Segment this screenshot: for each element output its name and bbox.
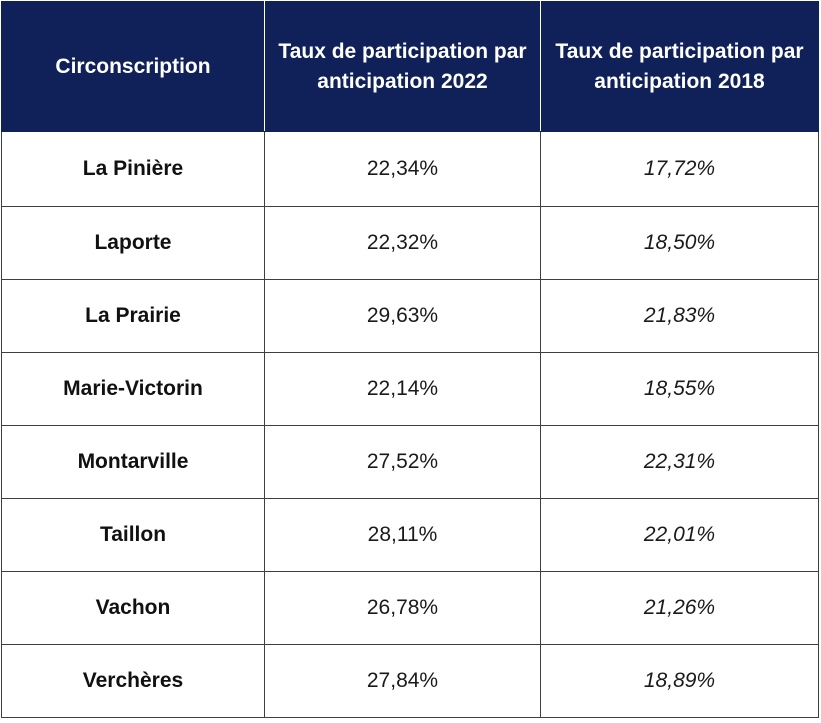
rate-2022-cell: 27,52%: [265, 426, 541, 499]
riding-name: Verchères: [2, 645, 265, 718]
table-row: [2, 132, 819, 207]
header-rate-2018: Taux de participation par anticipation 2018: [541, 2, 819, 132]
rate-2022-cell: 28,11%: [265, 499, 541, 572]
rate-2018-cell: 18,50%: [541, 207, 819, 280]
table-row: [2, 572, 819, 645]
header-row: [2, 2, 819, 132]
rate-2022-cell: 22,14%: [265, 353, 541, 426]
rate-2018-cell: 18,55%: [541, 353, 819, 426]
riding-name: La Pinière: [2, 132, 265, 207]
rate-2022-cell: 29,63%: [265, 280, 541, 353]
rate-2018-cell: 22,01%: [541, 499, 819, 572]
rate-2022-cell: 26,78%: [265, 572, 541, 645]
rate-2018-cell: 17,72%: [541, 132, 819, 207]
rate-2022-cell: 22,32%: [265, 207, 541, 280]
riding-name: Marie-Victorin: [2, 353, 265, 426]
table-row: [2, 280, 819, 353]
table-row: [2, 499, 819, 572]
rate-2018-cell: 18,89%: [541, 645, 819, 718]
rate-2018-cell: 21,83%: [541, 280, 819, 353]
participation-table: [1, 1, 819, 718]
rate-2022-cell: 22,34%: [265, 132, 541, 207]
table-row: [2, 353, 819, 426]
riding-name: Vachon: [2, 572, 265, 645]
riding-name: Montarville: [2, 426, 265, 499]
rate-2018-cell: 22,31%: [541, 426, 819, 499]
table-row: [2, 426, 819, 499]
table-row: [2, 207, 819, 280]
table-row: [2, 645, 819, 718]
riding-name: Taillon: [2, 499, 265, 572]
riding-name: La Prairie: [2, 280, 265, 353]
rate-2018-cell: 21,26%: [541, 572, 819, 645]
rate-2022-cell: 27,84%: [265, 645, 541, 718]
header-rate-2022: Taux de participation par anticipation 2022: [265, 2, 541, 132]
riding-name: Laporte: [2, 207, 265, 280]
header-circonscription: Circonscription: [2, 2, 265, 132]
